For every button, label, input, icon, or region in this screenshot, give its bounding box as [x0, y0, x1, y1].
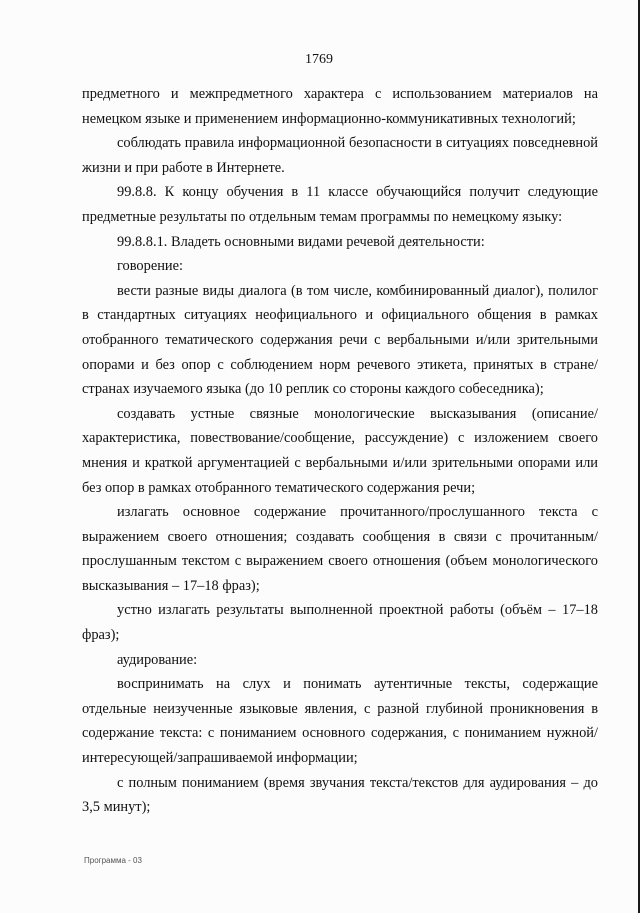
- page-body: [82, 82, 598, 820]
- page-number: 1769: [305, 52, 333, 67]
- paragraph: вести разные виды диалога (в том числе, комбинированный диалог), полилог в стандартных ситуациях неофициального и официального общения в рамках отобранного тематического содержания речи с вербальными и/или зрительными опорами и без опор с соблюдением норм речевого этикета, принятых в стране/странах изучаемого языка (до 10 реплик со стороны каждого собеседника);: [82, 282, 598, 398]
- section-label: аудирование:: [117, 651, 198, 668]
- paragraph: воспринимать на слух и понимать аутентичные тексты, содержащие отдельные неизученные языковые явления, с разной глубиной проникновения в содержание текста: с пониманием основного содержания, с пониманием нужной/интересующей/запрашиваемой информации;: [82, 676, 598, 767]
- paragraph: соблюдать правила информационной безопасности в ситуациях повседневной жизни и при работе в Интернете.: [82, 135, 598, 176]
- paragraph: с полным пониманием (время звучания текста/текстов для аудирования – до 3,5 минут);: [82, 774, 598, 816]
- paragraph: 99.8.8.1. Владеть основными видами речевой деятельности:: [117, 233, 485, 250]
- paragraph: излагать основное содержание прочитанного/прослушанного текста с выражением своего отношения; создавать сообщения в связи с прочитанным/прослушанным текстом с выражением своего отношения (объем монологического высказывания – 17–18 фраз);: [82, 504, 598, 594]
- paragraph: создавать устные связные монологические высказывания (описание/характеристика, повествование/сообщение, рассуждение) с изложением своего мнения и краткой аргументацией с вербальными и/или зрительными опорами или без опор в рамках отобранного тематического содержания речи;: [82, 405, 598, 496]
- paragraph: 99.8.8. К концу обучения в 11 классе обучающийся получит следующие предметные результаты по отдельным темам программы по немецкому языку:: [82, 184, 598, 225]
- paragraph: устно излагать результаты выполненной проектной работы (объём – 17–18 фраз);: [82, 602, 598, 644]
- footer-label: Программа - 03: [84, 856, 142, 865]
- section-label: говорение:: [117, 258, 184, 275]
- paragraph: предметного и межпредметного характера с использованием материалов на немецком языке и применением информационно-коммуникативных технологий;: [82, 86, 598, 127]
